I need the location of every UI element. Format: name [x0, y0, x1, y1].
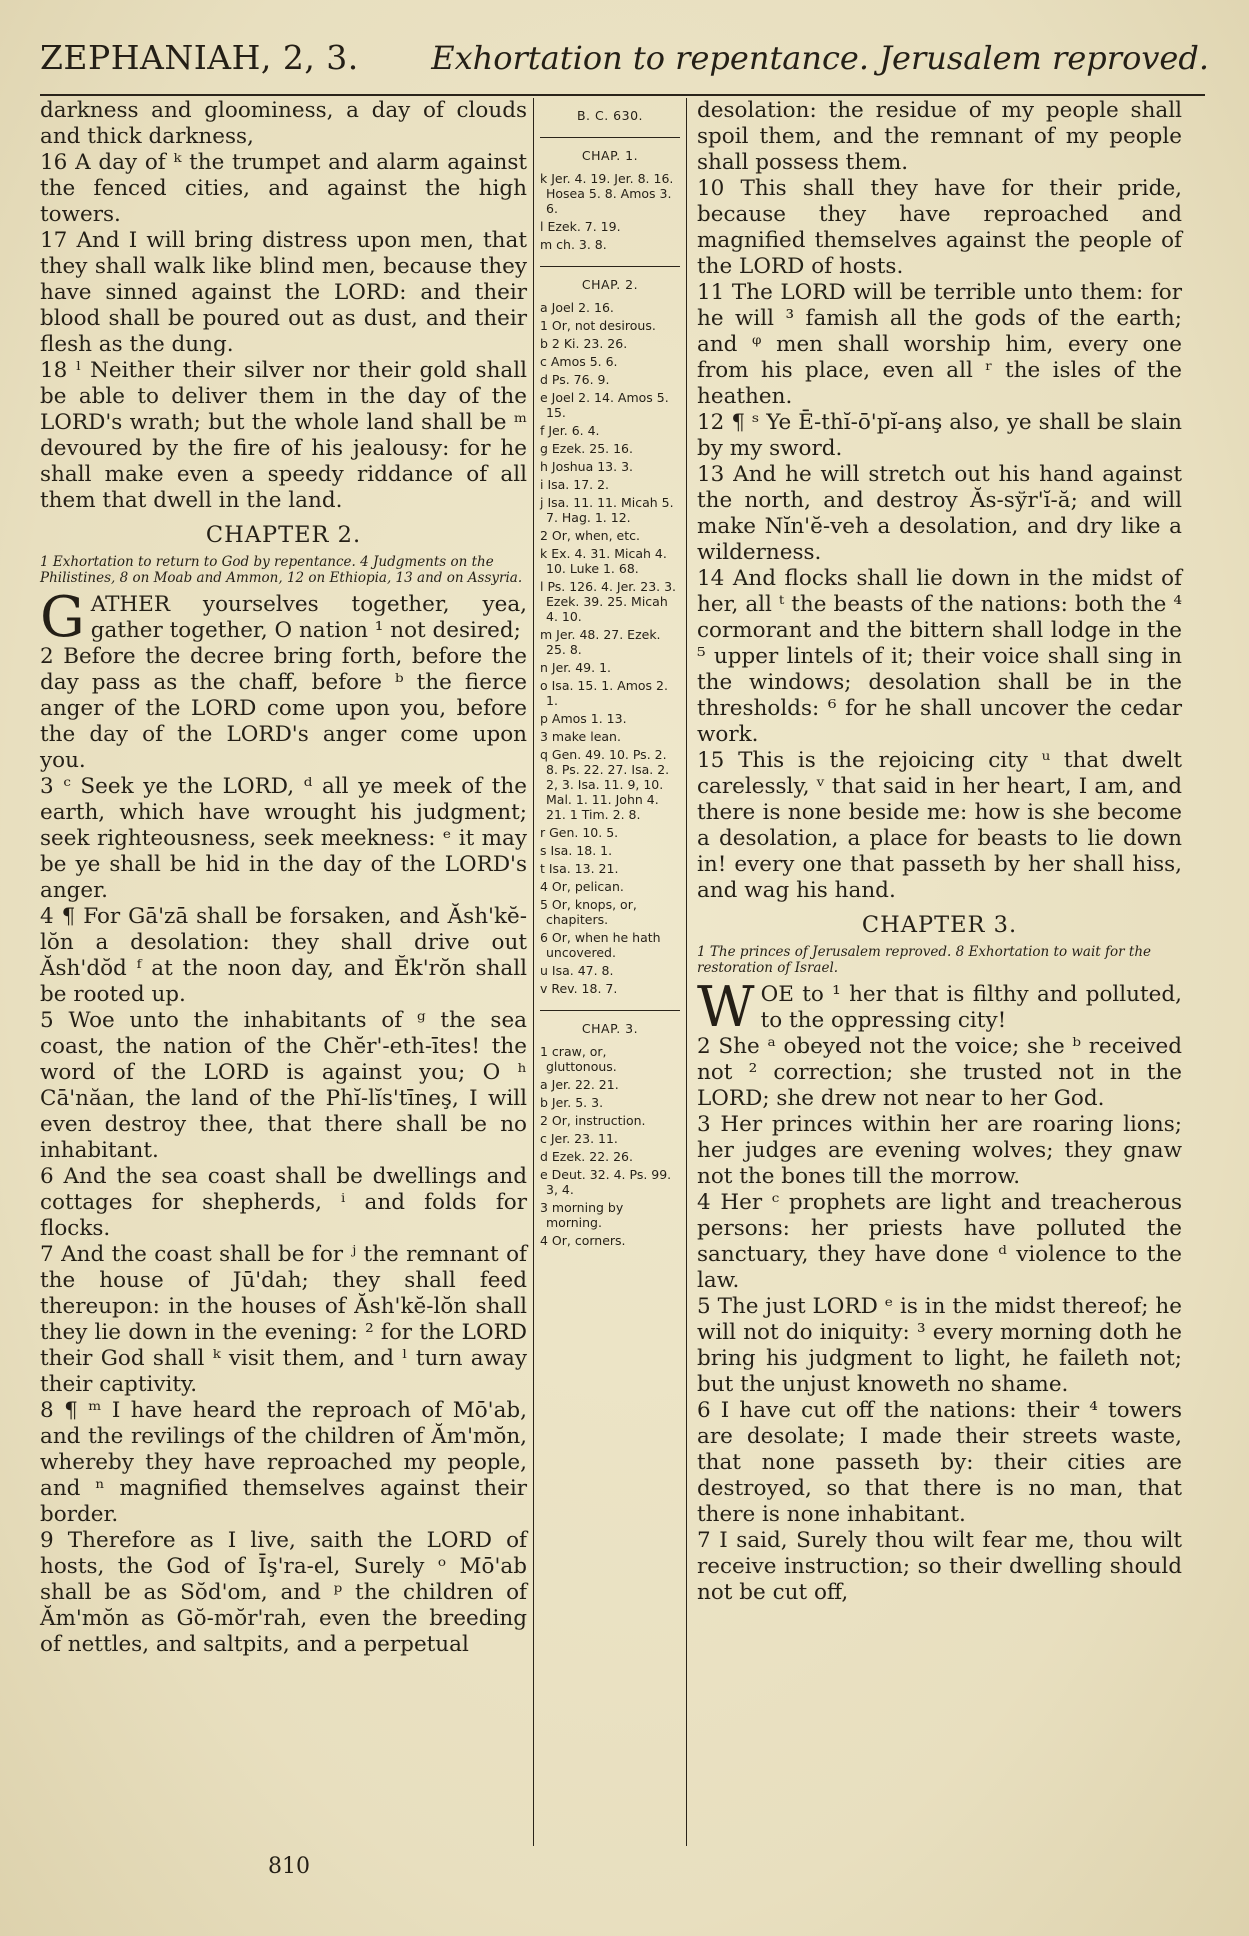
verse: 2 She ᵃ obeyed not the voice; she ᵇ received not ² correction; she trusted not in the LORD; she drew not near to her God.: [697, 1034, 1182, 1111]
cross-reference: m Jer. 48. 27. Ezek. 25. 8.: [540, 627, 661, 657]
running-header: [40, 38, 1209, 88]
header-rule: [40, 94, 1205, 96]
chap-3-refs-heading: CHAP. 3.: [581, 1021, 639, 1036]
cross-reference: 3 make lean.: [540, 729, 621, 744]
verse: 8 ¶ ᵐ I have heard the reproach of Mō'ab, and the revilings of the children of Ăm'mŏn, whereby they have reproached my people, and ⁿ magnified themselves against their border.: [40, 1398, 527, 1527]
cross-reference: 6 Or, when he hath uncovered.: [540, 930, 661, 960]
verse: 3 ᶜ Seek ye the LORD, ᵈ all ye meek of the earth, which have wrought his judgment; seek righteousness, seek meekness: ᵉ it may be ye shall be hid in the day of the LORD's anger.: [40, 774, 527, 903]
drop-cap: G: [40, 585, 85, 650]
left-column: [40, 98, 527, 1658]
verse: 9 Therefore as I live, saith the LORD of hosts, the God of Īş'ra-el, Surely ᵒ Mō'ab shall be as Sŏd'om, and ᵖ the children of Ăm'mŏn as Gŏ-mŏr'rah, even the breeding of nettles, and saltpits, and a perpetual: [40, 1528, 527, 1657]
reference-rule: [540, 266, 680, 267]
cross-reference: 4 Or, corners.: [540, 1233, 626, 1248]
cross-reference: q Gen. 49. 10. Ps. 2. 8. Ps. 22. 27. Isa. 2. 2, 3. Isa. 11. 9, 10. Mal. 1. 11. John 4. 21. 1 Tim. 2. 8.: [540, 747, 670, 822]
cross-reference: a Jer. 22. 21.: [540, 1077, 619, 1092]
reference-column: [540, 98, 680, 1251]
chap-1-refs: [540, 171, 680, 252]
chap-1-refs-heading: CHAP. 1.: [581, 148, 639, 163]
verse: 3 Her princes within her are roaring lions; her judges are evening wolves; they gnaw not the bones till the morrow.: [697, 1112, 1182, 1189]
verse: GATHER yourselves together, yea, gather together, O nation ¹ not desired;: [40, 585, 527, 650]
cross-reference: 3 morning by morning.: [540, 1200, 624, 1230]
cross-reference: 2 Or, when, etc.: [540, 528, 640, 543]
chapter-3-heading: CHAPTER 3.: [861, 912, 1018, 938]
cross-reference: o Isa. 15. 1. Amos 2. 1.: [540, 678, 668, 708]
cross-reference: j Isa. 11. 11. Micah 5. 7. Hag. 1. 12.: [540, 495, 674, 525]
chap-2-refs-heading: CHAP. 2.: [581, 277, 639, 292]
chap-2-refs: [540, 300, 680, 996]
cross-reference: t Isa. 13. 21.: [540, 861, 619, 876]
cross-reference: n Jer. 49. 1.: [540, 660, 611, 675]
cross-reference: 4 Or, pelican.: [540, 879, 624, 894]
verse: 4 ¶ For Gā'zā shall be forsaken, and Ăsh'kĕ-lŏn a desolation: they shall drive out Ăsh'dŏd ᶠ at the noon day, and Ĕk'rŏn shall be rooted up.: [40, 904, 527, 1007]
cross-reference: f Jer. 6. 4.: [540, 423, 600, 438]
era-label: B. C. 630.: [576, 108, 644, 123]
drop-cap: W: [697, 975, 755, 1040]
chapter-3-summary: 1 The princes of Jerusalem reproved. 8 Exhortation to wait for the restoration of Israel.: [697, 944, 1151, 976]
verse: 5 The just LORD ᵉ is in the midst thereof; he will not do iniquity: ³ every morning doth he bring his judgment to light, he faileth not; but the unjust knoweth no shame.: [697, 1294, 1182, 1397]
cross-reference: b 2 Ki. 23. 26.: [540, 336, 628, 351]
cross-reference: u Isa. 47. 8.: [540, 963, 614, 978]
verse: 10 This shall they have for their pride, because they have reproached and magnified themselves against the people of the LORD of hosts.: [697, 176, 1182, 279]
chapter-2-summary: 1 Exhortation to return to God by repentance. 4 Judgments on the Philistines, 8 on Moab and Ammon, 12 on Ethiopia, 13 and on Assyria.: [40, 554, 523, 586]
cross-reference: c Jer. 23. 11.: [540, 1131, 618, 1146]
cross-reference: h Joshua 13. 3.: [540, 459, 633, 474]
chapter-2-heading: CHAPTER 2.: [205, 522, 362, 548]
cross-reference: l Ezek. 7. 19.: [540, 219, 621, 234]
cross-reference: 5 Or, knops, or, chapiters.: [540, 897, 637, 927]
page-number: 810: [268, 1854, 310, 1879]
cross-reference: m ch. 3. 8.: [540, 237, 607, 252]
cross-reference: c Amos 5. 6.: [540, 354, 618, 369]
verse: 7 And the coast shall be for ʲ the remnant of the house of Jū'dah; they shall feed thereupon: in the houses of Ăsh'kĕ-lŏn shall they lie down in the evening: ² for the LORD their God shall ᵏ visit them, and ˡ turn away their captivity.: [40, 1242, 527, 1397]
verse: 12 ¶ ˢ Ye Ē-thĭ-ō'pĭ-anş also, ye shall be slain by my sword.: [697, 410, 1182, 461]
cross-reference: e Deut. 32. 4. Ps. 99. 3, 4.: [540, 1167, 672, 1197]
cross-reference: v Rev. 18. 7.: [540, 981, 618, 996]
cross-reference: g Ezek. 25. 16.: [540, 441, 633, 456]
verse: 6 And the sea coast shall be dwellings and cottages for shepherds, ⁱ and folds for flocks.: [40, 1164, 527, 1241]
cross-reference: b Jer. 5. 3.: [540, 1095, 604, 1110]
cross-reference: i Isa. 17. 2.: [540, 477, 610, 492]
verse: 16 A day of ᵏ the trumpet and alarm against the fenced cities, and against the high towers.: [40, 150, 527, 227]
cross-reference: a Joel 2. 16.: [540, 300, 614, 315]
verse: 4 Her ᶜ prophets are light and treacherous persons: her priests have polluted the sanctuary, they have done ᵈ violence to the law.: [697, 1190, 1182, 1293]
reference-rule: [540, 1010, 680, 1011]
verse: 2 Before the decree bring forth, before the day pass as the chaff, before ᵇ the fierce anger of the LORD come upon you, before the day of the LORD's anger come upon you.: [40, 644, 527, 773]
column-divider-right: [686, 98, 687, 1846]
cross-reference: 1 craw, or, gluttonous.: [540, 1044, 617, 1074]
cross-reference: p Amos 1. 13.: [540, 711, 627, 726]
page-title: Exhortation to repentance. Jerusalem reproved.: [431, 39, 1209, 77]
verse: 15 This is the rejoicing city ᵘ that dwelt carelessly, ᵛ that said in her heart, I am, and there is none beside me: how is she become a desolation, a place for beasts to lie down in! every one that passeth by her shall hiss, and wag his hand.: [697, 748, 1182, 903]
book-reference: ZEPHANIAH, 2, 3.: [40, 38, 359, 77]
cross-reference: 1 Or, not desirous.: [540, 318, 656, 333]
verse: desolation: the residue of my people shall spoil them, and the remnant of my people shall possess them.: [697, 98, 1182, 175]
cross-reference: 2 Or, instruction.: [540, 1113, 646, 1128]
verse: 11 The LORD will be terrible unto them: for he will ³ famish all the gods of the earth; and ᵠ men shall worship him, every one from his place, even all ʳ the isles of the heathen.: [697, 280, 1182, 409]
cross-reference: d Ezek. 22. 26.: [540, 1149, 633, 1164]
chap-3-refs: [540, 1044, 680, 1248]
cross-reference: s Isa. 18. 1.: [540, 843, 613, 858]
cross-reference: r Gen. 10. 5.: [540, 825, 619, 840]
cross-reference: e Joel 2. 14. Amos 5. 15.: [540, 390, 669, 420]
verse: 17 And I will bring distress upon men, that they shall walk like blind men, because they have sinned against the LORD: and their blood shall be poured out as dust, and their flesh as the dung.: [40, 228, 527, 357]
right-column: [697, 98, 1182, 1606]
verse: darkness and gloominess, a day of clouds and thick darkness,: [40, 98, 527, 149]
reference-rule: [540, 137, 680, 138]
cross-reference: k Jer. 4. 19. Jer. 8. 16. Hosea 5. 8. Amos 3. 6.: [540, 171, 674, 216]
verse: 7 I said, Surely thou wilt fear me, thou wilt receive instruction; so their dwelling should not be cut off,: [697, 1528, 1182, 1605]
verse: WOE to ¹ her that is filthy and polluted, to the oppressing city!: [697, 975, 1182, 1040]
verse: 5 Woe unto the inhabitants of ᵍ the sea coast, the nation of the Chĕr'-eth-ītes! the word of the LORD is against you; O ʰ Cā'năan, the land of the Phĭ-lĭs'tīneş, I will even destroy thee, that there shall be no inhabitant.: [40, 1008, 527, 1163]
cross-reference: k Ex. 4. 31. Micah 4. 10. Luke 1. 68.: [540, 546, 667, 576]
cross-reference: l Ps. 126. 4. Jer. 23. 3. Ezek. 39. 25. Micah 4. 10.: [540, 579, 677, 624]
verse: 18 ˡ Neither their silver nor their gold shall be able to deliver them in the day of the LORD's wrath; but the whole land shall be ᵐ devoured by the fire of his jealousy: for he shall make even a speedy riddance of all them that dwell in the land.: [40, 358, 527, 513]
verse: 6 I have cut off the nations: their ⁴ towers are desolate; I made their streets waste, that none passeth by: their cities are destroyed, so that there is no man, that there is none inhabitant.: [697, 1398, 1182, 1527]
verse: 14 And flocks shall lie down in the midst of her, all ᵗ the beasts of the nations: both the ⁴ cormorant and the bittern shall lodge in the ⁵ upper lintels of it; their voice shall sing in the windows; desolation shall be in the thresholds: ⁶ for he shall uncover the cedar work.: [697, 566, 1182, 747]
verse: 13 And he will stretch out his hand against the north, and destroy Ăs-sўr'ĭ-ă; and will make Nĭn'ĕ-veh a desolation, and dry like a wilderness.: [697, 462, 1182, 565]
cross-reference: d Ps. 76. 9.: [540, 372, 610, 387]
column-divider-left: [533, 98, 534, 1846]
